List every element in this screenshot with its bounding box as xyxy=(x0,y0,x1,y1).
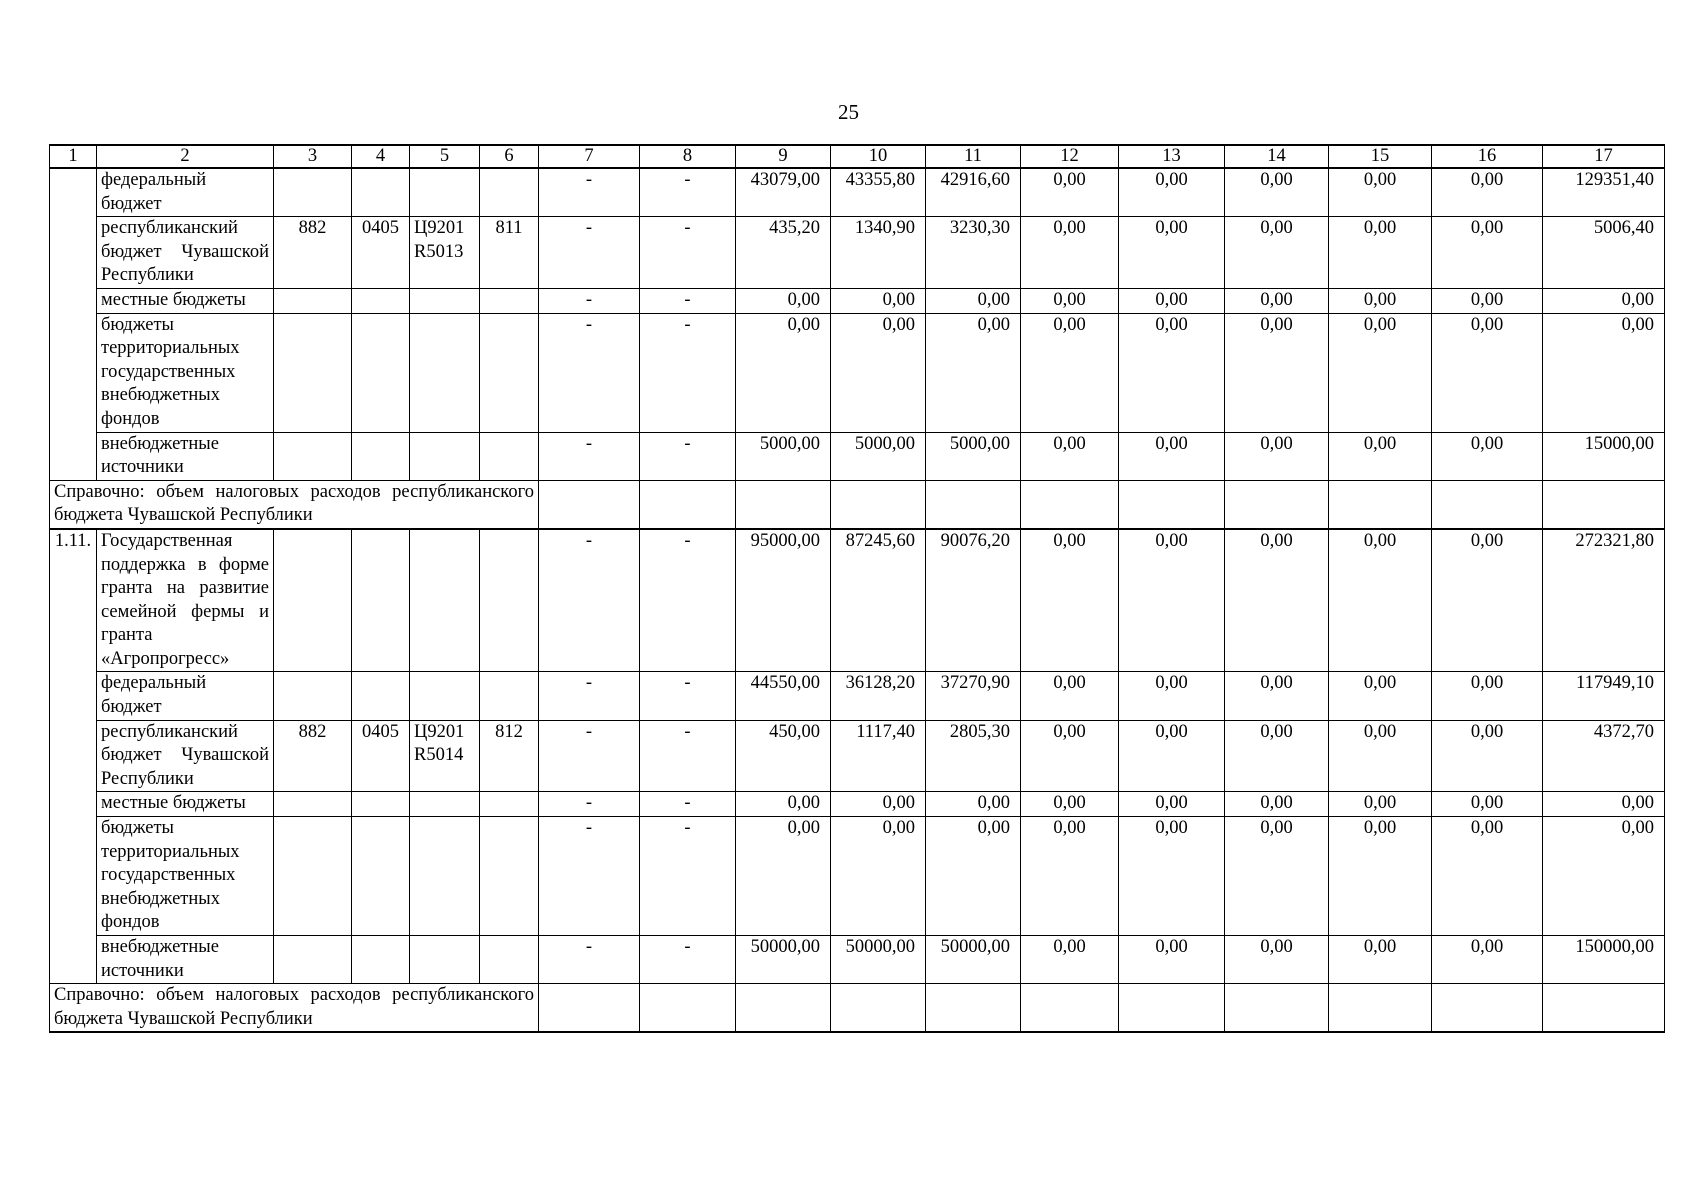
section-code-cell xyxy=(352,168,410,217)
value-cell-9: 0,00 xyxy=(736,288,831,313)
empty-cell-8 xyxy=(640,984,736,1033)
row-name-cell: бюджеты территориальных государственных внебюджетных фондов xyxy=(97,817,274,936)
row-number-cell xyxy=(50,720,97,792)
row-number-cell xyxy=(50,817,97,936)
column-header-7: 7 xyxy=(539,145,640,168)
table-row xyxy=(50,817,1665,936)
column-header-17: 17 xyxy=(1543,145,1665,168)
empty-cell-15 xyxy=(1329,984,1432,1033)
page-number: 25 xyxy=(838,100,859,124)
col8-cell: - xyxy=(640,168,736,217)
value-cell-14: 0,00 xyxy=(1225,168,1329,217)
value-cell-13: 0,00 xyxy=(1119,288,1225,313)
table-row xyxy=(50,432,1665,480)
empty-cell-8 xyxy=(640,480,736,529)
empty-cell-12 xyxy=(1021,984,1119,1033)
row-number-cell: 1.11. xyxy=(50,529,97,672)
value-cell-12: 0,00 xyxy=(1021,288,1119,313)
gr-code-cell xyxy=(274,792,352,817)
value-cell-11: 2805,30 xyxy=(926,720,1021,792)
section-code-cell: 0405 xyxy=(352,720,410,792)
value-cell-13: 0,00 xyxy=(1119,217,1225,289)
value-cell-13: 0,00 xyxy=(1119,720,1225,792)
table-row xyxy=(50,792,1665,817)
value-cell-9: 0,00 xyxy=(736,792,831,817)
value-cell-10: 5000,00 xyxy=(831,432,926,480)
value-cell-17: 129351,40 xyxy=(1543,168,1665,217)
col8-cell: - xyxy=(640,672,736,720)
column-header-10: 10 xyxy=(831,145,926,168)
col7-cell: - xyxy=(539,313,640,432)
expense-type-cell: 811 xyxy=(480,217,539,289)
reference-cell: Справочно: объем налоговых расходов республиканского бюджета Чувашской Республики xyxy=(50,480,539,529)
table-row xyxy=(50,288,1665,313)
empty-cell-9 xyxy=(736,480,831,529)
section-code-cell xyxy=(352,313,410,432)
row-name-cell: местные бюджеты xyxy=(97,792,274,817)
value-cell-11: 0,00 xyxy=(926,792,1021,817)
table-row xyxy=(50,672,1665,720)
value-cell-9: 0,00 xyxy=(736,817,831,936)
table-row xyxy=(50,720,1665,792)
section-code-cell xyxy=(352,936,410,984)
gr-code-cell xyxy=(274,817,352,936)
value-cell-15: 0,00 xyxy=(1329,168,1432,217)
value-cell-15: 0,00 xyxy=(1329,672,1432,720)
value-cell-16: 0,00 xyxy=(1432,288,1543,313)
column-header-1: 1 xyxy=(50,145,97,168)
table-row xyxy=(50,529,1665,672)
gr-code-cell xyxy=(274,288,352,313)
value-cell-17: 117949,10 xyxy=(1543,672,1665,720)
value-cell-17: 5006,40 xyxy=(1543,217,1665,289)
value-cell-16: 0,00 xyxy=(1432,936,1543,984)
value-cell-9: 43079,00 xyxy=(736,168,831,217)
header-row xyxy=(50,145,1665,168)
col7-cell: - xyxy=(539,168,640,217)
column-header-11: 11 xyxy=(926,145,1021,168)
value-cell-9: 50000,00 xyxy=(736,936,831,984)
col7-cell: - xyxy=(539,792,640,817)
row-name-cell: федеральный бюджет xyxy=(97,168,274,217)
value-cell-14: 0,00 xyxy=(1225,817,1329,936)
value-cell-12: 0,00 xyxy=(1021,792,1119,817)
value-cell-10: 0,00 xyxy=(831,313,926,432)
value-cell-15: 0,00 xyxy=(1329,720,1432,792)
col8-cell: - xyxy=(640,936,736,984)
value-cell-15: 0,00 xyxy=(1329,936,1432,984)
empty-cell-17 xyxy=(1543,984,1665,1033)
budget-table xyxy=(49,144,1665,1033)
value-cell-9: 450,00 xyxy=(736,720,831,792)
value-cell-12: 0,00 xyxy=(1021,168,1119,217)
gr-code-cell xyxy=(274,672,352,720)
value-cell-10: 1117,40 xyxy=(831,720,926,792)
value-cell-15: 0,00 xyxy=(1329,792,1432,817)
col7-cell: - xyxy=(539,672,640,720)
value-cell-15: 0,00 xyxy=(1329,288,1432,313)
value-cell-11: 5000,00 xyxy=(926,432,1021,480)
empty-cell-10 xyxy=(831,984,926,1033)
target-code-cell xyxy=(410,313,480,432)
expense-type-cell xyxy=(480,529,539,672)
row-name-cell: бюджеты территориальных государственных внебюджетных фондов xyxy=(97,313,274,432)
value-cell-13: 0,00 xyxy=(1119,672,1225,720)
value-cell-16: 0,00 xyxy=(1432,792,1543,817)
empty-cell-17 xyxy=(1543,480,1665,529)
expense-type-cell xyxy=(480,168,539,217)
value-cell-15: 0,00 xyxy=(1329,529,1432,672)
value-cell-17: 15000,00 xyxy=(1543,432,1665,480)
value-cell-13: 0,00 xyxy=(1119,792,1225,817)
col7-cell: - xyxy=(539,720,640,792)
empty-cell-11 xyxy=(926,480,1021,529)
value-cell-16: 0,00 xyxy=(1432,720,1543,792)
value-cell-11: 3230,30 xyxy=(926,217,1021,289)
value-cell-9: 435,20 xyxy=(736,217,831,289)
column-header-5: 5 xyxy=(410,145,480,168)
gr-code-cell xyxy=(274,936,352,984)
section-code-cell xyxy=(352,432,410,480)
value-cell-12: 0,00 xyxy=(1021,936,1119,984)
value-cell-16: 0,00 xyxy=(1432,168,1543,217)
value-cell-14: 0,00 xyxy=(1225,288,1329,313)
empty-cell-7 xyxy=(539,480,640,529)
empty-cell-15 xyxy=(1329,480,1432,529)
row-number-cell xyxy=(50,313,97,432)
section-code-cell xyxy=(352,288,410,313)
section-code-cell xyxy=(352,529,410,672)
col8-cell: - xyxy=(640,313,736,432)
gr-code-cell xyxy=(274,313,352,432)
value-cell-9: 95000,00 xyxy=(736,529,831,672)
value-cell-11: 37270,90 xyxy=(926,672,1021,720)
value-cell-14: 0,00 xyxy=(1225,217,1329,289)
col8-cell: - xyxy=(640,817,736,936)
row-name-cell: республиканский бюджет Чувашской Республики xyxy=(97,217,274,289)
row-name-cell: внебюджетные источники xyxy=(97,936,274,984)
empty-cell-16 xyxy=(1432,480,1543,529)
value-cell-17: 150000,00 xyxy=(1543,936,1665,984)
col7-cell: - xyxy=(539,817,640,936)
value-cell-13: 0,00 xyxy=(1119,432,1225,480)
value-cell-12: 0,00 xyxy=(1021,672,1119,720)
value-cell-9: 44550,00 xyxy=(736,672,831,720)
expense-type-cell xyxy=(480,672,539,720)
column-header-14: 14 xyxy=(1225,145,1329,168)
empty-cell-13 xyxy=(1119,984,1225,1033)
empty-cell-9 xyxy=(736,984,831,1033)
expense-type-cell xyxy=(480,288,539,313)
value-cell-14: 0,00 xyxy=(1225,936,1329,984)
value-cell-12: 0,00 xyxy=(1021,817,1119,936)
gr-code-cell xyxy=(274,168,352,217)
value-cell-14: 0,00 xyxy=(1225,720,1329,792)
value-cell-11: 0,00 xyxy=(926,313,1021,432)
value-cell-11: 0,00 xyxy=(926,288,1021,313)
target-code-cell xyxy=(410,288,480,313)
value-cell-13: 0,00 xyxy=(1119,168,1225,217)
gr-code-cell xyxy=(274,432,352,480)
row-number-cell xyxy=(50,432,97,480)
row-number-cell xyxy=(50,168,97,217)
value-cell-9: 0,00 xyxy=(736,313,831,432)
table-row xyxy=(50,313,1665,432)
value-cell-11: 42916,60 xyxy=(926,168,1021,217)
value-cell-12: 0,00 xyxy=(1021,432,1119,480)
col8-cell: - xyxy=(640,792,736,817)
reference-cell: Справочно: объем налоговых расходов республиканского бюджета Чувашской Республики xyxy=(50,984,539,1033)
target-code-cell xyxy=(410,936,480,984)
column-header-2: 2 xyxy=(97,145,274,168)
value-cell-10: 0,00 xyxy=(831,792,926,817)
target-code-cell: Ц9201 R5014 xyxy=(410,720,480,792)
value-cell-10: 87245,60 xyxy=(831,529,926,672)
value-cell-12: 0,00 xyxy=(1021,529,1119,672)
col7-cell: - xyxy=(539,529,640,672)
value-cell-13: 0,00 xyxy=(1119,529,1225,672)
section-code-cell: 0405 xyxy=(352,217,410,289)
value-cell-10: 1340,90 xyxy=(831,217,926,289)
empty-cell-16 xyxy=(1432,984,1543,1033)
value-cell-17: 4372,70 xyxy=(1543,720,1665,792)
column-header-6: 6 xyxy=(480,145,539,168)
gr-code-cell: 882 xyxy=(274,720,352,792)
value-cell-15: 0,00 xyxy=(1329,217,1432,289)
col8-cell: - xyxy=(640,529,736,672)
value-cell-10: 0,00 xyxy=(831,288,926,313)
expense-type-cell xyxy=(480,313,539,432)
target-code-cell xyxy=(410,432,480,480)
expense-type-cell xyxy=(480,936,539,984)
value-cell-16: 0,00 xyxy=(1432,817,1543,936)
expense-type-cell xyxy=(480,817,539,936)
col7-cell: - xyxy=(539,288,640,313)
value-cell-15: 0,00 xyxy=(1329,817,1432,936)
value-cell-16: 0,00 xyxy=(1432,432,1543,480)
empty-cell-10 xyxy=(831,480,926,529)
value-cell-13: 0,00 xyxy=(1119,313,1225,432)
row-number-cell xyxy=(50,672,97,720)
column-header-8: 8 xyxy=(640,145,736,168)
row-number-cell xyxy=(50,936,97,984)
table-row xyxy=(50,217,1665,289)
col7-cell: - xyxy=(539,432,640,480)
value-cell-16: 0,00 xyxy=(1432,529,1543,672)
target-code-cell xyxy=(410,529,480,672)
value-cell-14: 0,00 xyxy=(1225,432,1329,480)
expense-type-cell xyxy=(480,792,539,817)
target-code-cell: Ц9201 R5013 xyxy=(410,217,480,289)
column-header-13: 13 xyxy=(1119,145,1225,168)
value-cell-16: 0,00 xyxy=(1432,217,1543,289)
value-cell-10: 0,00 xyxy=(831,817,926,936)
section-code-cell xyxy=(352,817,410,936)
value-cell-17: 0,00 xyxy=(1543,313,1665,432)
expense-type-cell xyxy=(480,432,539,480)
expense-type-cell: 812 xyxy=(480,720,539,792)
value-cell-10: 36128,20 xyxy=(831,672,926,720)
reference-row xyxy=(50,984,1665,1033)
value-cell-12: 0,00 xyxy=(1021,313,1119,432)
table-row xyxy=(50,936,1665,984)
value-cell-10: 43355,80 xyxy=(831,168,926,217)
value-cell-17: 0,00 xyxy=(1543,817,1665,936)
value-cell-9: 5000,00 xyxy=(736,432,831,480)
column-header-4: 4 xyxy=(352,145,410,168)
row-number-cell xyxy=(50,792,97,817)
row-name-cell: внебюджетные источники xyxy=(97,432,274,480)
section-code-cell xyxy=(352,792,410,817)
value-cell-14: 0,00 xyxy=(1225,529,1329,672)
column-header-3: 3 xyxy=(274,145,352,168)
value-cell-11: 0,00 xyxy=(926,817,1021,936)
column-header-12: 12 xyxy=(1021,145,1119,168)
value-cell-10: 50000,00 xyxy=(831,936,926,984)
empty-cell-12 xyxy=(1021,480,1119,529)
column-header-16: 16 xyxy=(1432,145,1543,168)
target-code-cell xyxy=(410,168,480,217)
value-cell-16: 0,00 xyxy=(1432,313,1543,432)
reference-row xyxy=(50,480,1665,529)
row-name-cell: местные бюджеты xyxy=(97,288,274,313)
col8-cell: - xyxy=(640,720,736,792)
col8-cell: - xyxy=(640,288,736,313)
gr-code-cell: 882 xyxy=(274,217,352,289)
value-cell-12: 0,00 xyxy=(1021,217,1119,289)
value-cell-13: 0,00 xyxy=(1119,936,1225,984)
col8-cell: - xyxy=(640,432,736,480)
row-number-cell xyxy=(50,288,97,313)
value-cell-14: 0,00 xyxy=(1225,792,1329,817)
empty-cell-11 xyxy=(926,984,1021,1033)
value-cell-15: 0,00 xyxy=(1329,313,1432,432)
col8-cell: - xyxy=(640,217,736,289)
value-cell-14: 0,00 xyxy=(1225,313,1329,432)
col7-cell: - xyxy=(539,217,640,289)
empty-cell-14 xyxy=(1225,984,1329,1033)
col7-cell: - xyxy=(539,936,640,984)
target-code-cell xyxy=(410,817,480,936)
target-code-cell xyxy=(410,672,480,720)
empty-cell-7 xyxy=(539,984,640,1033)
row-name-cell: федеральный бюджет xyxy=(97,672,274,720)
value-cell-11: 90076,20 xyxy=(926,529,1021,672)
empty-cell-13 xyxy=(1119,480,1225,529)
value-cell-14: 0,00 xyxy=(1225,672,1329,720)
column-header-9: 9 xyxy=(736,145,831,168)
value-cell-11: 50000,00 xyxy=(926,936,1021,984)
gr-code-cell xyxy=(274,529,352,672)
value-cell-17: 0,00 xyxy=(1543,288,1665,313)
target-code-cell xyxy=(410,792,480,817)
value-cell-17: 0,00 xyxy=(1543,792,1665,817)
empty-cell-14 xyxy=(1225,480,1329,529)
value-cell-15: 0,00 xyxy=(1329,432,1432,480)
row-name-cell: республиканский бюджет Чувашской Республики xyxy=(97,720,274,792)
row-name-cell: Государственная поддержка в форме гранта на развитие семейной фермы и гранта «Агропрогресс» xyxy=(97,529,274,672)
value-cell-13: 0,00 xyxy=(1119,817,1225,936)
value-cell-17: 272321,80 xyxy=(1543,529,1665,672)
section-code-cell xyxy=(352,672,410,720)
value-cell-16: 0,00 xyxy=(1432,672,1543,720)
row-number-cell xyxy=(50,217,97,289)
table-row xyxy=(50,168,1665,217)
value-cell-12: 0,00 xyxy=(1021,720,1119,792)
column-header-15: 15 xyxy=(1329,145,1432,168)
